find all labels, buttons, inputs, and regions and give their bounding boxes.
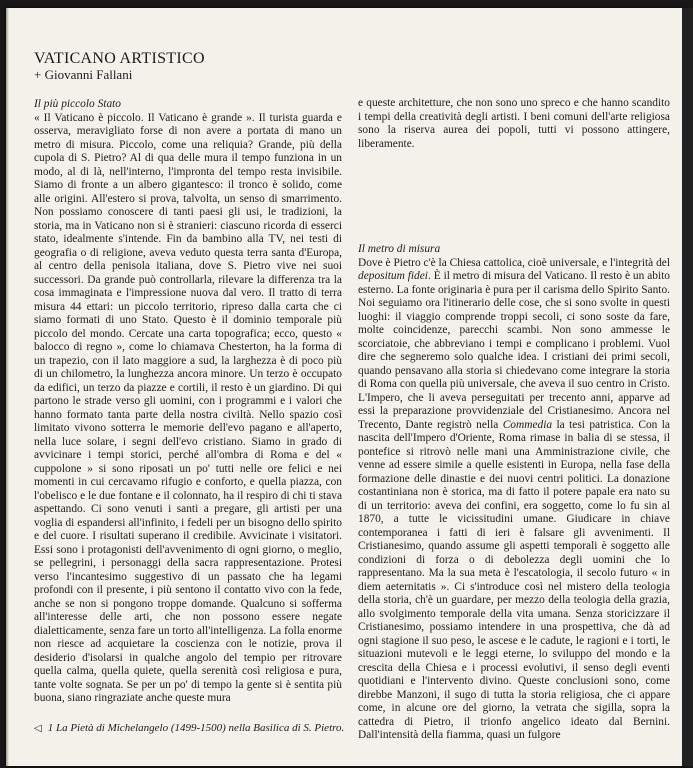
body-text-span: la tesi patristica. Con la nascita dell'Impero d'Oriente, Roma rimase in balia di se stessa, il pontefice si ritrovò nelle mani una Amministrazione civile, che venne ad essere simile a quelle esistenti in Europa, nella fase della formazione delle dinastie e dei nuovi centri politici. La donazione costantiniana non è storica, ma di fatto il potere papale era nato su di un territorio: aveva dei confini, era soggetto, come lo fu sin al 1870, a tutte le vicissitudini umane. Giudicare in chiave contemporanea i fatti di ieri è falsare gli avvenimenti. Il Cristianesimo, quando assume gli aspetti temporali è soggetto alle condizioni di forza o di debolezza degli uomini che lo rappresentano. Ma la sua meta è l'escatologia, il secolo futuro « in diem aeternitatis ». Ci s'introduce così nel mistero della teologia della storia, ch'è un guardare, per mezzo della teologia della grazia, allo svolgimento temporale della vita umana. Senza storicizzare il Cristianesimo, possiamo intendere in una prospettiva, che dà ad ogni stagione il suo peso, le ascese e le cadute, le ragioni e i torti, le situazioni mutevoli e le leggi eterne, lo sviluppo del mondo e la crescita della Chiesa e i processi evolutivi, il senso degli eventi quotidiani e l'intervento divino. Queste conclusioni sono, come direbbe Manzoni, il sugo di tutta la storia religiosa, che ci appare come, in alcune ore del giorno, la vetrata che sigilla, sopra la cattedra di Pietro, il trionfo angelico ideato dal Bernini. Dall'intensità della fiamma, quasi un fulgore bbox=[358, 418, 670, 741]
section-body-metro-misura bbox=[358, 257, 670, 743]
caption-arrow-icon: ◁ bbox=[34, 723, 42, 734]
article-header bbox=[34, 50, 205, 82]
page-edge bbox=[682, 8, 693, 766]
latin-term: depositum fidei bbox=[358, 270, 428, 282]
work-title: Commedia bbox=[502, 418, 553, 431]
section-heading-piccolo-stato: Il più piccolo Stato bbox=[34, 98, 121, 110]
article-title: VATICANO ARTISTICO bbox=[34, 50, 205, 67]
text-column-left bbox=[34, 98, 342, 706]
article-author: + Giovanni Fallani bbox=[34, 67, 133, 82]
body-text-span: Dove è Pietro c'è la Chiesa cattolica, cioè universale, e l'integrità del bbox=[358, 256, 670, 269]
caption-text: 1 La Pietà di Michelangelo (1499-1500) nella Basilica di S. Pietro. bbox=[47, 722, 345, 734]
section-body-continuation: e queste architetture, che non sono uno spreco e che hanno scandito i tempi della creatività degli artisti. I beni comuni dell'arte religiosa sono la riserva aurea dei popoli, tutti vi possono attingere, liberamente. bbox=[358, 97, 670, 150]
page-gutter-shadow bbox=[6, 8, 9, 766]
text-column-right bbox=[358, 97, 670, 743]
section-heading-metro-misura: Il metro di misura bbox=[358, 243, 441, 255]
section-body-piccolo-stato: « Il Vaticano è piccolo. Il Vaticano è grande ». Il turista guarda e osserva, meravigliato forse di non avere a portata di mano un metro di misura. Piccolo, come una reliquia? Grande, più della cupola di S. Pietro? Al di qua delle mura il tempo funziona in un modo, al di là, nell'interno, l'impronta del tempo resta invisibile. Siamo di fronte a un albero gigantesco: il tronco è solido, come alle origini. All'estero si prova, talvolta, un senso di smarrimento. Non possiamo conoscere di tanti paesi gli usi, le tradizioni, la storia, ma in Vaticano non si è stranieri: ciascuno ricorda di esserci stato, idealmente s'intende. Fin da bambino alla TV, nei testi di geografia o di religione, aveva veduto questa terra santa d'Europa, al centro della penisola italiana, dove S. Pietro vive nei suoi successori. Da grande può controllarla, rilevare la differenza tra la cosa immaginata e l'impressione nuova dal vero. Il tratto di terra misura 44 ettari: un piccolo territorio, ripreso dalla carta che ci siamo formati di uno Stato. Questo è il dominio temporale più piccolo del mondo. Cercate una carta topografica; ecco, questo « balocco di regno », come lo chiamava Chesterton, ha la forma di un trapezio, con il lato maggiore a sud, la larghezza è di poco più di un chilometro, la lunghezza ancora minore. Un terzo è occupato da edifici, un terzo da piazze e cortili, il resto è un giardino. Di qui partono le strade verso gli uomini, con i programmi e i valori che hanno formato tanta parte della nostra civiltà. Nello spazio così limitato vivono sotterra le memorie dell'evo pagano e all'aperto, nella luce solare, i segni dell'evo cristiano. Siamo in grado di avvicinare i tempi storici, perché all'ombra di Roma e del « cuppolone » si sono riposati un po' tutti nelle ore felici e nei momenti in cui cercavamo rifugio e conforto, e quella piazza, con l'obelisco e le due fontane e il colonnato, ha il respiro di chi ti stava aspettando. Ci sono venuti i santi a pregare, gli artisti per una voglia di espandersi all'infinito, i fedeli per un bisogno dello spirito e del cuore. I risultati superano il credibile. Avvicinate i visitatori. Essi sono i protagonisti dell'avvenimento di ogni giorno, o meglio, se pellegrini, i personaggi della sacra rappresentazione. Protesi verso l'incantesimo suggestivo di un passato che ha legami profondi con il presente, i più sentono il contatto vivo con la fede, anche se non si pongono troppe domande. Qualcuno si sofferma all'interesse delle arti, che non possono essere negate dialetticamente, senza fare un torto all'intelligenza. La folla enorme non riesce ad acquietare la coscienza con le notizie, prova il desiderio d'isolarsi in qualche angolo del tempio per ritrovare quella calma, quella quiete, quella serenità così religiosa e pura, tante volte sognata. Se per un po' di tempo la gente si è sentita più buona, siano ringraziate anche queste mura bbox=[34, 111, 342, 704]
body-text-span: . È il metro di misura del Vaticano. Il resto è un abito esterno. La fonte originaria è pura per il carisma dello Spirito Santo. Noi seguiamo ora l'itinerario delle cose, che si sono svolte in questi luoghi: il viaggio comprende troppi secoli, ci sono soste da fare, molte coincidenze, parecchi scambi. Non sono ammesse le scorciatoie, che abbreviano i tempi e complicano i problemi. Vuol dire che segneremo solo qualche idea. I cristiani dei primi secoli, quando pensavano alla storia si chiedevano come integrare la storia di Roma con quella più universale, che aveva il suo centro in Cristo. L'Impero, che li aveva perseguitati per trecento anni, apparve ad essi la preparazione provvidenziale del Cristianesimo. Ancora nel Trecento, Dante registrò nella bbox=[358, 270, 670, 431]
figure-caption bbox=[34, 722, 634, 734]
